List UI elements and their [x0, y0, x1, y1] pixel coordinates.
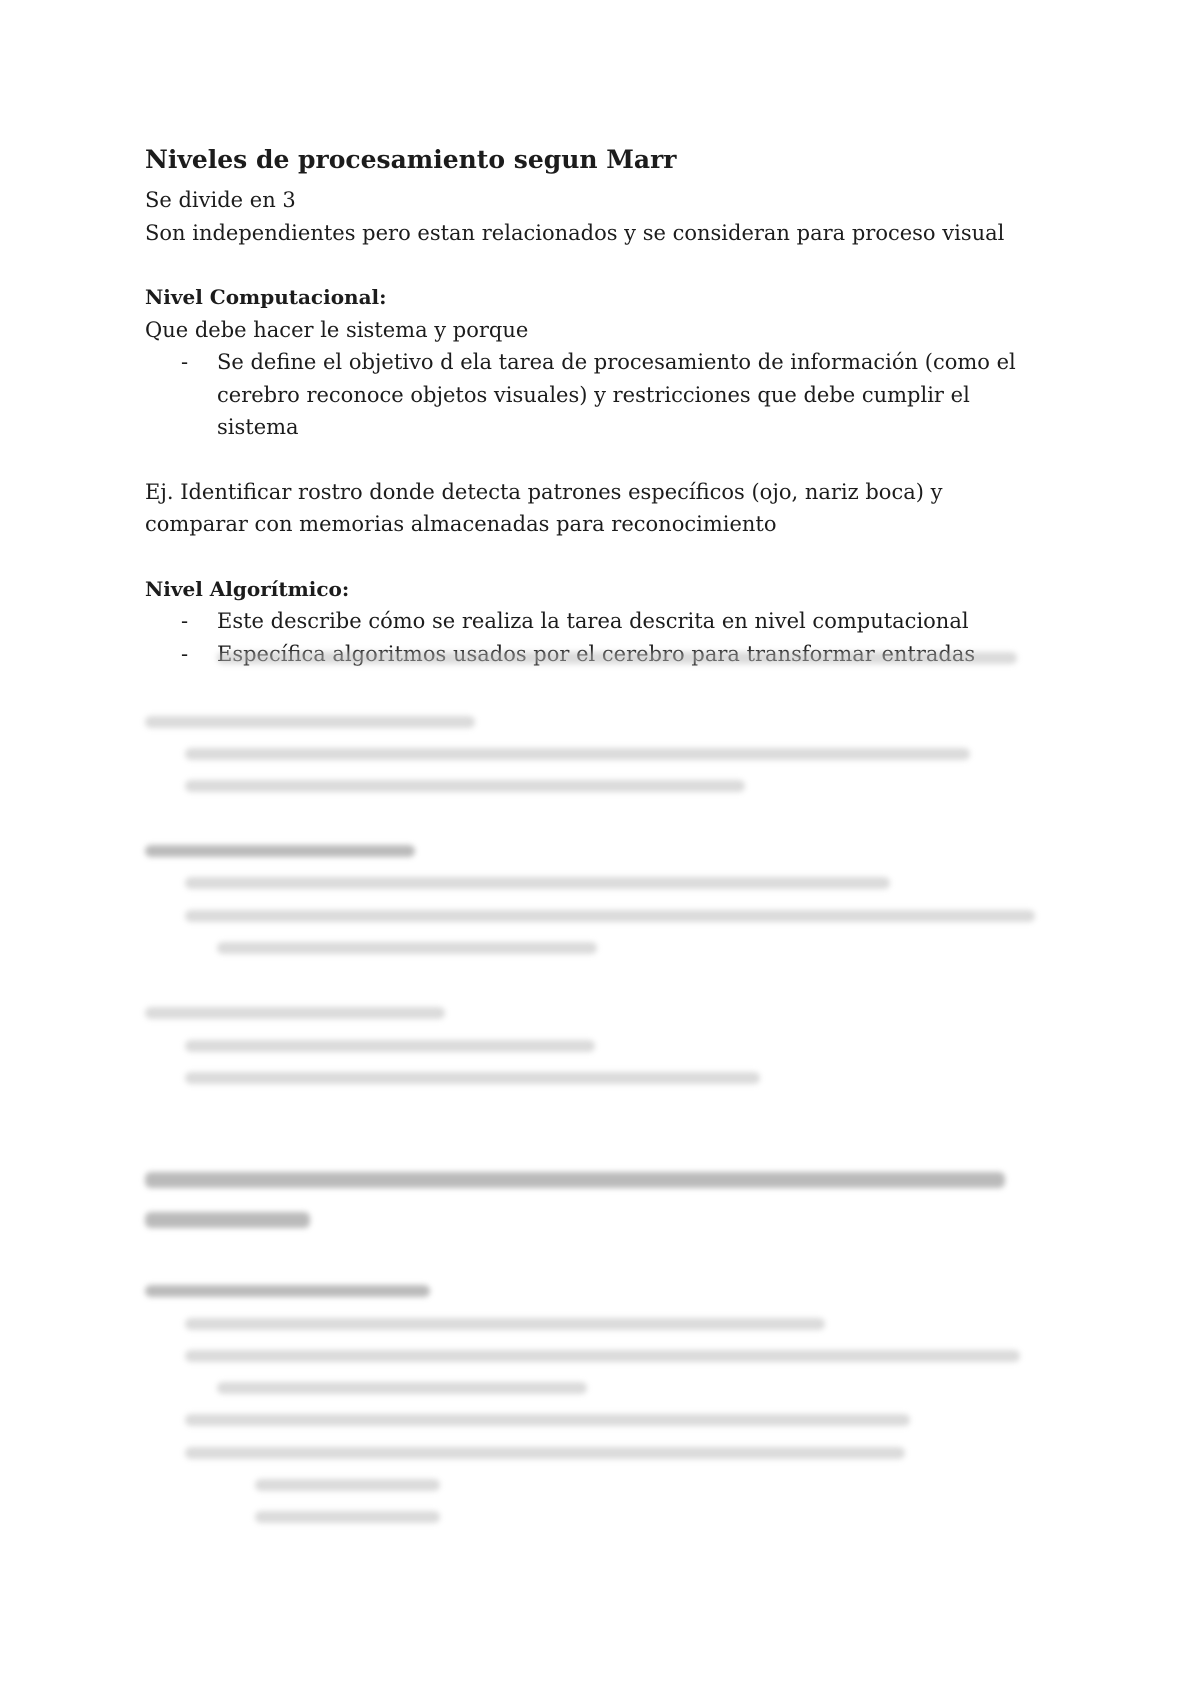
blurred-line — [185, 877, 890, 889]
blurred-line — [185, 1072, 760, 1084]
blurred-line — [185, 748, 970, 760]
blurred-line — [217, 1382, 587, 1394]
computational-example: Ej. Identificar rostro donde detecta patrones específicos (ojo, nariz boca) y comparar con memorias almacenadas para reconocimiento — [145, 479, 943, 536]
computational-bullets — [145, 346, 1045, 444]
list-item — [145, 346, 1045, 444]
blurred-line — [185, 910, 1035, 922]
blurred-line — [145, 716, 475, 728]
blurred-line — [217, 942, 597, 954]
computational-heading: Nivel Computacional: — [145, 285, 387, 309]
dash-bullet: - — [181, 641, 189, 666]
list-item-text: Se define el objetivo d ela tarea de procesamiento de información (como el cerebro reconoce objetos visuales) y restricciones que debe cumplir el sistema — [217, 350, 1016, 439]
list-item-text: Este describe cómo se realiza la tarea descrita en nivel computacional — [217, 609, 969, 633]
intro-line-1: Se divide en 3 — [145, 188, 296, 212]
blurred-line — [185, 1350, 1020, 1362]
blurred-line — [185, 1040, 595, 1052]
section-title: Niveles de procesamiento segun Marr — [145, 145, 677, 174]
blurred-line — [145, 1172, 1005, 1188]
algorithmic-heading: Nivel Algorítmico: — [145, 576, 350, 601]
blurred-line — [185, 1447, 905, 1459]
list-item — [145, 605, 1045, 638]
dash-bullet: - — [181, 609, 189, 633]
blurred-line — [185, 780, 745, 792]
blurred-line — [255, 1479, 440, 1491]
blurred-line — [145, 1007, 445, 1019]
dash-bullet: - — [181, 350, 189, 374]
blurred-line — [185, 1414, 910, 1426]
intro-line-2: Son independientes pero estan relacionados y se consideran para proceso visual — [145, 220, 1005, 245]
blurred-line — [217, 652, 1017, 664]
blurred-line — [145, 1285, 430, 1297]
computational-intro: Que debe hacer le sistema y porque — [145, 317, 529, 342]
document-page — [145, 142, 1045, 670]
blurred-line — [255, 1511, 440, 1523]
blurred-line — [185, 1318, 825, 1330]
blurred-line — [145, 845, 415, 857]
blurred-line — [145, 1212, 310, 1228]
